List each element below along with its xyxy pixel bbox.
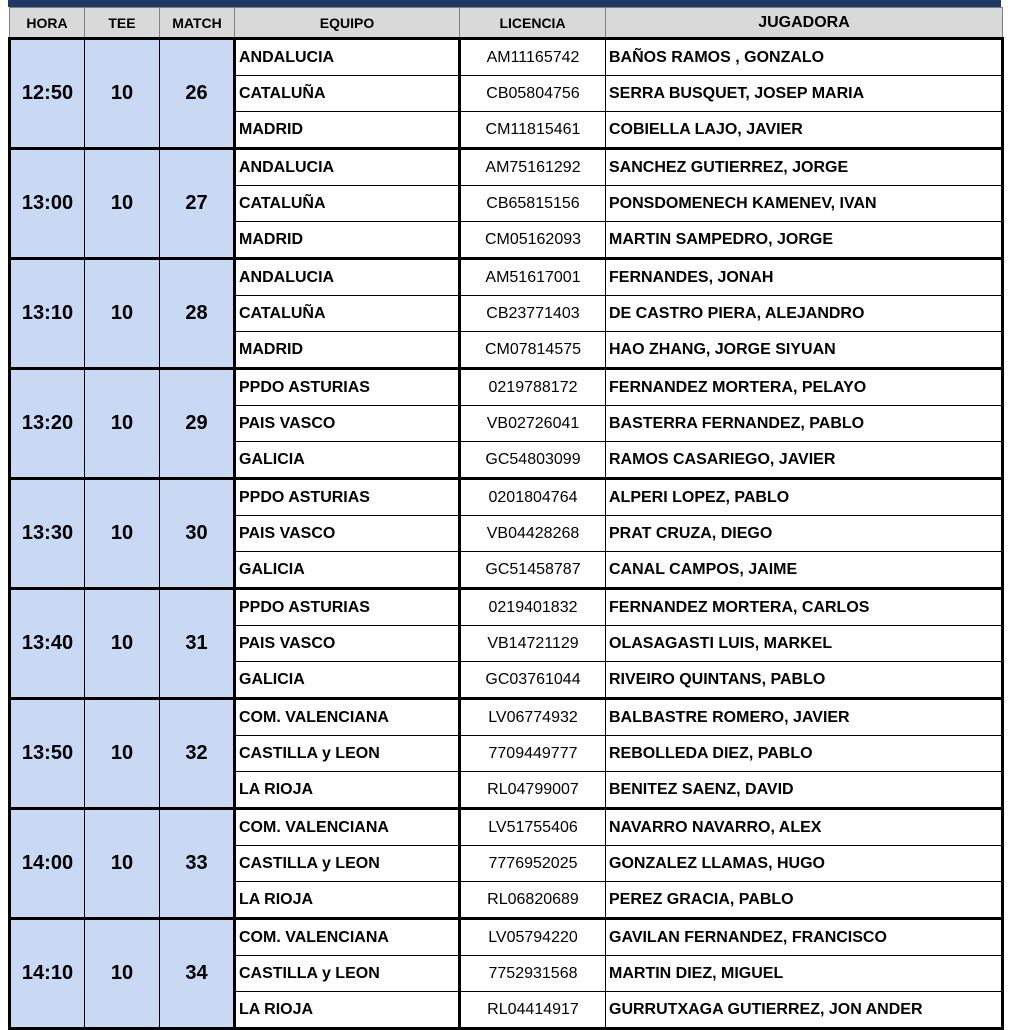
team-cell: COM. VALENCIANA [235,699,460,736]
table-row [10,919,1003,956]
player-cell: RAMOS CASARIEGO, JAVIER [606,442,1003,479]
tee-cell: 10 [85,919,160,1029]
license-cell: AM75161292 [460,149,606,186]
header-hora: HORA [10,8,85,39]
team-cell: CATALUÑA [235,76,460,112]
hora-cell: 13:40 [10,589,85,699]
hora-cell: 13:10 [10,259,85,369]
license-cell: GC51458787 [460,552,606,589]
license-cell: 0219788172 [460,369,606,406]
hora-cell: 14:00 [10,809,85,919]
table-row [10,39,1003,76]
match-cell: 30 [160,479,235,589]
player-cell: BASTERRA FERNANDEZ, PABLO [606,406,1003,442]
player-cell: BALBASTRE ROMERO, JAVIER [606,699,1003,736]
team-cell: LA RIOJA [235,772,460,809]
team-cell: MADRID [235,222,460,259]
match-cell: 32 [160,699,235,809]
player-cell: COBIELLA LAJO, JAVIER [606,112,1003,149]
license-cell: LV05794220 [460,919,606,956]
hora-cell: 13:20 [10,369,85,479]
hora-cell: 13:50 [10,699,85,809]
player-cell: FERNANDEZ MORTERA, CARLOS [606,589,1003,626]
license-cell: RL04799007 [460,772,606,809]
tee-cell: 10 [85,369,160,479]
team-cell: PAIS VASCO [235,406,460,442]
license-cell: AM11165742 [460,39,606,76]
match-cell: 33 [160,809,235,919]
team-cell: ANDALUCIA [235,39,460,76]
schedule-body [10,39,1003,1029]
match-cell: 34 [160,919,235,1029]
player-cell: ALPERI LOPEZ, PABLO [606,479,1003,516]
team-cell: PAIS VASCO [235,626,460,662]
header-tee: TEE [85,8,160,39]
license-cell: VB02726041 [460,406,606,442]
player-cell: FERNANDEZ MORTERA, PELAYO [606,369,1003,406]
license-cell: GC54803099 [460,442,606,479]
team-cell: LA RIOJA [235,882,460,919]
table-row [10,149,1003,186]
team-cell: CATALUÑA [235,186,460,222]
license-cell: 7776952025 [460,846,606,882]
table-row [10,479,1003,516]
license-cell: RL06820689 [460,882,606,919]
player-cell: BENITEZ SAENZ, DAVID [606,772,1003,809]
header-jugadora: JUGADORA [606,8,1003,39]
top-banner-bar [8,0,1001,7]
team-cell: PPDO ASTURIAS [235,589,460,626]
header-licencia: LICENCIA [460,8,606,39]
team-cell: PPDO ASTURIAS [235,479,460,516]
match-cell: 28 [160,259,235,369]
team-cell: MADRID [235,332,460,369]
player-cell: OLASAGASTI LUIS, MARKEL [606,626,1003,662]
hora-cell: 12:50 [10,39,85,149]
team-cell: CASTILLA y LEON [235,736,460,772]
team-cell: GALICIA [235,662,460,699]
player-cell: NAVARRO NAVARRO, ALEX [606,809,1003,846]
team-cell: ANDALUCIA [235,259,460,296]
team-cell: PAIS VASCO [235,516,460,552]
license-cell: CM11815461 [460,112,606,149]
license-cell: 7752931568 [460,956,606,992]
tee-cell: 10 [85,149,160,259]
license-cell: AM51617001 [460,259,606,296]
team-cell: COM. VALENCIANA [235,919,460,956]
table-row [10,589,1003,626]
team-cell: GALICIA [235,442,460,479]
player-cell: SANCHEZ GUTIERREZ, JORGE [606,149,1003,186]
team-cell: CASTILLA y LEON [235,956,460,992]
tee-cell: 10 [85,699,160,809]
license-cell: CB65815156 [460,186,606,222]
header-equipo: EQUIPO [235,8,460,39]
player-cell: GONZALEZ LLAMAS, HUGO [606,846,1003,882]
tee-cell: 10 [85,479,160,589]
license-cell: VB04428268 [460,516,606,552]
player-cell: BAÑOS RAMOS , GONZALO [606,39,1003,76]
table-row [10,259,1003,296]
tee-cell: 10 [85,809,160,919]
tee-cell: 10 [85,589,160,699]
header-row [10,8,1003,39]
player-cell: HAO ZHANG, JORGE SIYUAN [606,332,1003,369]
license-cell: LV06774932 [460,699,606,736]
table-row [10,699,1003,736]
license-cell: 0219401832 [460,589,606,626]
table-row [10,809,1003,846]
player-cell: PONSDOMENECH KAMENEV, IVAN [606,186,1003,222]
hora-cell: 14:10 [10,919,85,1029]
team-cell: ANDALUCIA [235,149,460,186]
player-cell: CANAL CAMPOS, JAIME [606,552,1003,589]
table-row [10,369,1003,406]
match-cell: 31 [160,589,235,699]
hora-cell: 13:30 [10,479,85,589]
team-cell: LA RIOJA [235,992,460,1029]
player-cell: FERNANDES, JONAH [606,259,1003,296]
player-cell: MARTIN SAMPEDRO, JORGE [606,222,1003,259]
player-cell: REBOLLEDA DIEZ, PABLO [606,736,1003,772]
team-cell: CASTILLA y LEON [235,846,460,882]
match-cell: 26 [160,39,235,149]
license-cell: LV51755406 [460,809,606,846]
player-cell: MARTIN DIEZ, MIGUEL [606,956,1003,992]
license-cell: CM05162093 [460,222,606,259]
license-cell: GC03761044 [460,662,606,699]
player-cell: PEREZ GRACIA, PABLO [606,882,1003,919]
player-cell: GURRUTXAGA GUTIERREZ, JON ANDER [606,992,1003,1029]
license-cell: 7709449777 [460,736,606,772]
license-cell: CB23771403 [460,296,606,332]
tee-cell: 10 [85,259,160,369]
hora-cell: 13:00 [10,149,85,259]
license-cell: VB14721129 [460,626,606,662]
team-cell: PPDO ASTURIAS [235,369,460,406]
license-cell: CM07814575 [460,332,606,369]
player-cell: SERRA BUSQUET, JOSEP MARIA [606,76,1003,112]
tee-cell: 10 [85,39,160,149]
team-cell: COM. VALENCIANA [235,809,460,846]
player-cell: PRAT CRUZA, DIEGO [606,516,1003,552]
match-cell: 29 [160,369,235,479]
license-cell: 0201804764 [460,479,606,516]
team-cell: CATALUÑA [235,296,460,332]
team-cell: GALICIA [235,552,460,589]
license-cell: CB05804756 [460,76,606,112]
header-match: MATCH [160,8,235,39]
player-cell: GAVILAN FERNANDEZ, FRANCISCO [606,919,1003,956]
license-cell: RL04414917 [460,992,606,1029]
team-cell: MADRID [235,112,460,149]
player-cell: DE CASTRO PIERA, ALEJANDRO [606,296,1003,332]
match-cell: 27 [160,149,235,259]
player-cell: RIVEIRO QUINTANS, PABLO [606,662,1003,699]
tee-times-table [8,7,1004,1030]
